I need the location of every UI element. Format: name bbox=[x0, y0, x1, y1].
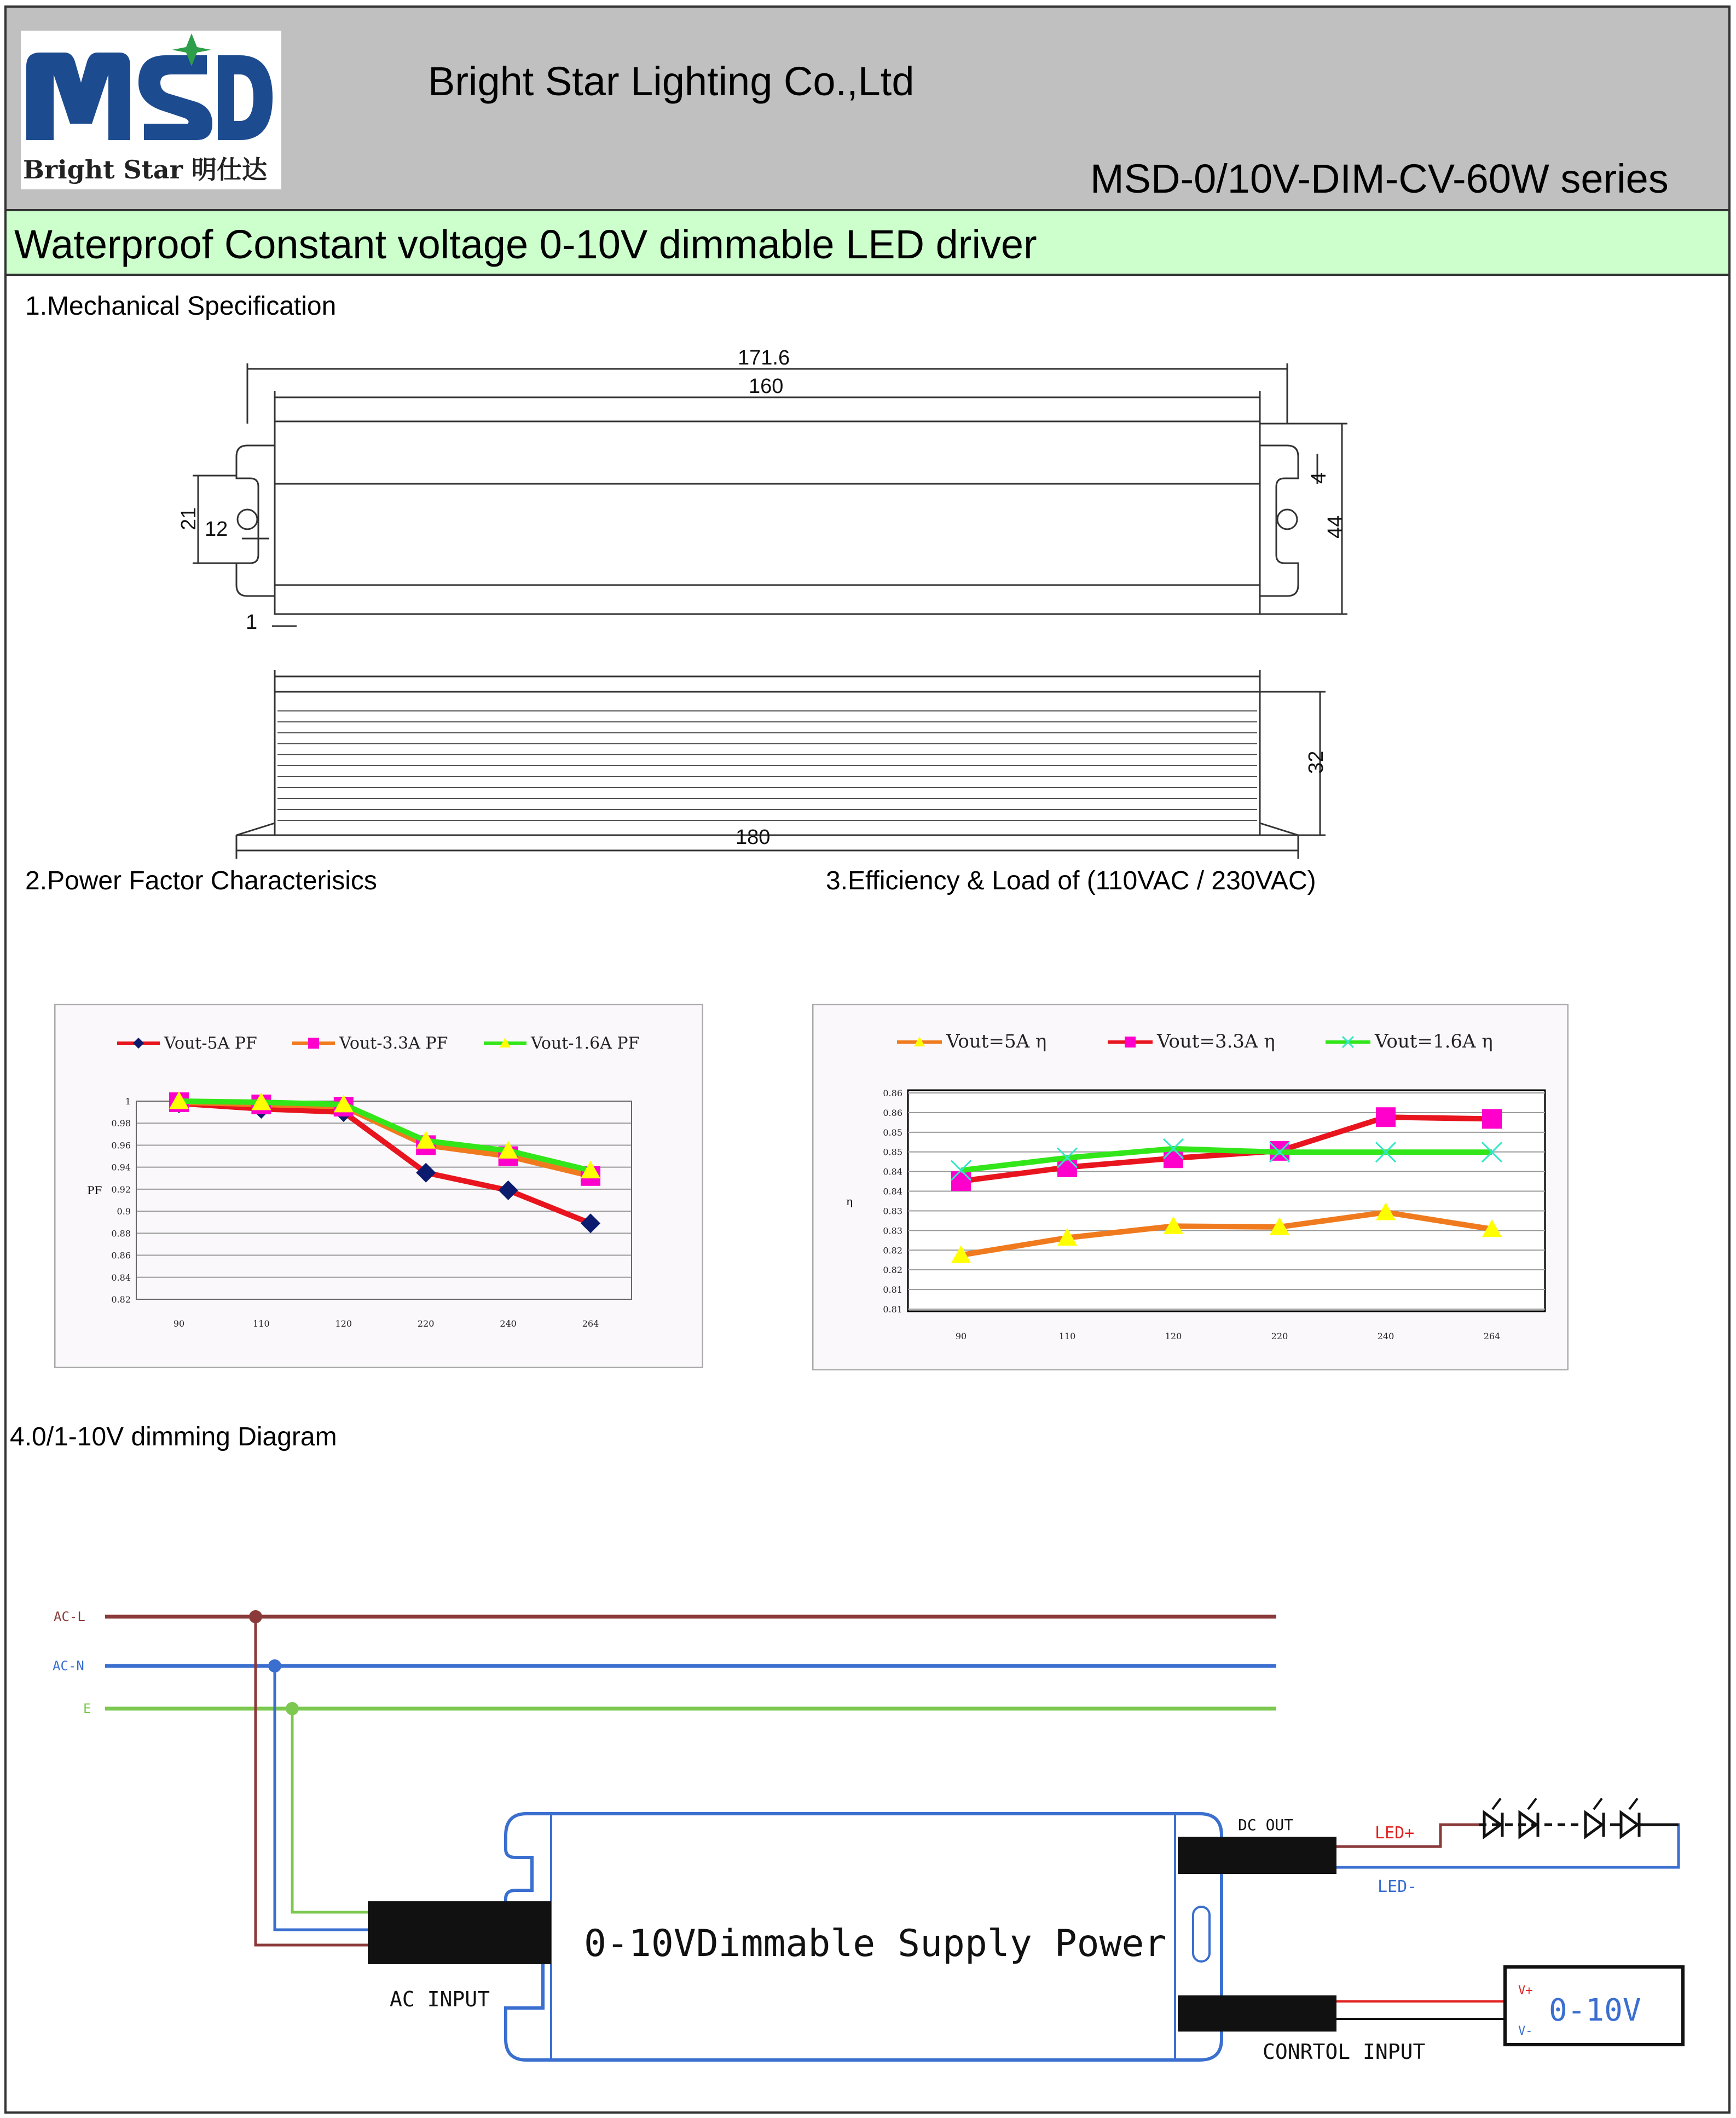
datasheet-page bbox=[4, 5, 1731, 2114]
y-tick-label: 0.82 bbox=[883, 1265, 902, 1276]
legend-label: Vout=3.3A η bbox=[1157, 1031, 1275, 1052]
ac-n-label: AC-N bbox=[53, 1658, 84, 1674]
data-point bbox=[1482, 1109, 1502, 1129]
efficiency-chart bbox=[812, 1004, 1569, 1370]
dim-length: 180 bbox=[736, 826, 771, 849]
y-tick-label: 0.84 bbox=[111, 1272, 131, 1283]
control-input-label: CONRTOL INPUT bbox=[1263, 2040, 1426, 2064]
y-tick-label: 0.84 bbox=[883, 1166, 902, 1177]
y-tick-label: 1 bbox=[125, 1096, 131, 1107]
y-tick-label: 0.86 bbox=[883, 1088, 902, 1098]
dim-slot: 4 bbox=[1307, 472, 1330, 484]
y-tick-label: 0.88 bbox=[111, 1228, 131, 1239]
x-tick-label: 220 bbox=[1271, 1331, 1288, 1341]
ac-l-label: AC-L bbox=[54, 1609, 85, 1624]
x-tick-label: 240 bbox=[500, 1318, 517, 1329]
dimmer-vminus: V- bbox=[1518, 2024, 1533, 2038]
legend-label: Vout=5A η bbox=[946, 1031, 1047, 1052]
led-string-icon bbox=[1479, 1798, 1679, 1837]
company-name: Bright Star Lighting Co.,Ltd bbox=[428, 59, 915, 104]
ac-input-label: AC INPUT bbox=[390, 1987, 490, 2011]
legend-label: Vout-5A PF bbox=[164, 1034, 257, 1053]
dimming-wiring-diagram bbox=[7, 1595, 1733, 2087]
dc-out-label: DC OUT bbox=[1238, 1816, 1294, 1834]
power-factor-chart bbox=[54, 1004, 703, 1368]
y-tick-label: 0.94 bbox=[111, 1162, 131, 1173]
dim-lip: 1 bbox=[246, 611, 258, 634]
section-dimming-heading: 4.0/1-10V dimming Diagram bbox=[10, 1422, 337, 1451]
section-mechanical-heading: 1.Mechanical Specification bbox=[25, 292, 337, 321]
dim-body: 160 bbox=[749, 375, 784, 398]
x-tick-label: 90 bbox=[173, 1318, 185, 1329]
pf-y-label: PF bbox=[87, 1184, 102, 1197]
legend-label: Vout-3.3A PF bbox=[339, 1034, 448, 1053]
y-tick-label: 0.82 bbox=[883, 1245, 902, 1256]
y-tick-label: 0.96 bbox=[111, 1140, 131, 1151]
product-title: Waterproof Constant voltage 0-10V dimmable LED driver bbox=[14, 222, 1037, 267]
y-tick-label: 0.86 bbox=[883, 1107, 902, 1118]
dim-mount: 21 bbox=[177, 507, 200, 530]
x-tick-label: 120 bbox=[1165, 1331, 1182, 1341]
dim-height: 32 bbox=[1305, 750, 1328, 774]
earth-label: E bbox=[83, 1701, 91, 1716]
dc-out-terminal bbox=[1178, 1837, 1336, 1874]
x-tick-label: 264 bbox=[1483, 1331, 1501, 1341]
led-minus-label: LED- bbox=[1378, 1877, 1417, 1896]
dimmer-label: 0-10V bbox=[1549, 1993, 1641, 2028]
y-tick-label: 0.81 bbox=[883, 1284, 902, 1295]
y-tick-label: 0.85 bbox=[883, 1127, 902, 1138]
y-tick-label: 0.81 bbox=[883, 1304, 902, 1315]
data-point bbox=[951, 1171, 971, 1191]
legend-label: Vout=1.6A η bbox=[1375, 1031, 1493, 1052]
x-tick-label: 120 bbox=[335, 1318, 352, 1329]
y-tick-label: 0.83 bbox=[883, 1206, 902, 1217]
section-power-factor-heading: 2.Power Factor Characterisics bbox=[25, 866, 377, 895]
y-tick-label: 0.84 bbox=[883, 1186, 902, 1197]
x-tick-label: 240 bbox=[1377, 1331, 1394, 1341]
x-tick-label: 110 bbox=[1058, 1331, 1076, 1341]
led-plus-label: LED+ bbox=[1375, 1824, 1415, 1843]
dim-hole: 12 bbox=[205, 518, 228, 541]
y-tick-label: 0.9 bbox=[117, 1206, 131, 1217]
pf-legend bbox=[117, 1034, 639, 1053]
ac-input-terminal bbox=[368, 1901, 551, 1964]
dim-overall: 171.6 bbox=[738, 346, 790, 369]
y-tick-label: 0.92 bbox=[111, 1184, 131, 1195]
x-tick-label: 264 bbox=[582, 1318, 599, 1329]
legend-marker bbox=[1125, 1037, 1136, 1048]
eff-y-label: η bbox=[846, 1195, 853, 1208]
y-tick-label: 0.82 bbox=[111, 1294, 131, 1305]
logo-subtitle: Bright Star 明仕达 bbox=[23, 155, 267, 184]
x-tick-label: 90 bbox=[955, 1331, 967, 1341]
x-tick-label: 110 bbox=[253, 1318, 270, 1329]
y-tick-label: 0.86 bbox=[111, 1250, 131, 1261]
product-series: MSD-0/10V-DIM-CV-60W series bbox=[1090, 156, 1669, 201]
y-tick-label: 0.83 bbox=[883, 1225, 902, 1236]
x-tick-label: 220 bbox=[417, 1318, 435, 1329]
y-tick-label: 0.85 bbox=[883, 1147, 902, 1158]
dim-depth: 44 bbox=[1324, 515, 1347, 539]
control-input-terminal bbox=[1178, 1995, 1336, 2032]
y-tick-label: 0.98 bbox=[111, 1118, 131, 1129]
mechanical-drawing bbox=[7, 8, 1733, 883]
legend-marker bbox=[308, 1038, 319, 1049]
data-point bbox=[1376, 1107, 1396, 1127]
eff-legend bbox=[897, 1031, 1493, 1052]
driver-label: 0-10VDimmable Supply Power bbox=[584, 1922, 1167, 1965]
legend-label: Vout-1.6A PF bbox=[531, 1034, 640, 1053]
section-efficiency-heading: 3.Efficiency & Load of (110VAC / 230VAC) bbox=[826, 866, 1316, 895]
dimmer-vplus: V+ bbox=[1518, 1984, 1533, 1998]
